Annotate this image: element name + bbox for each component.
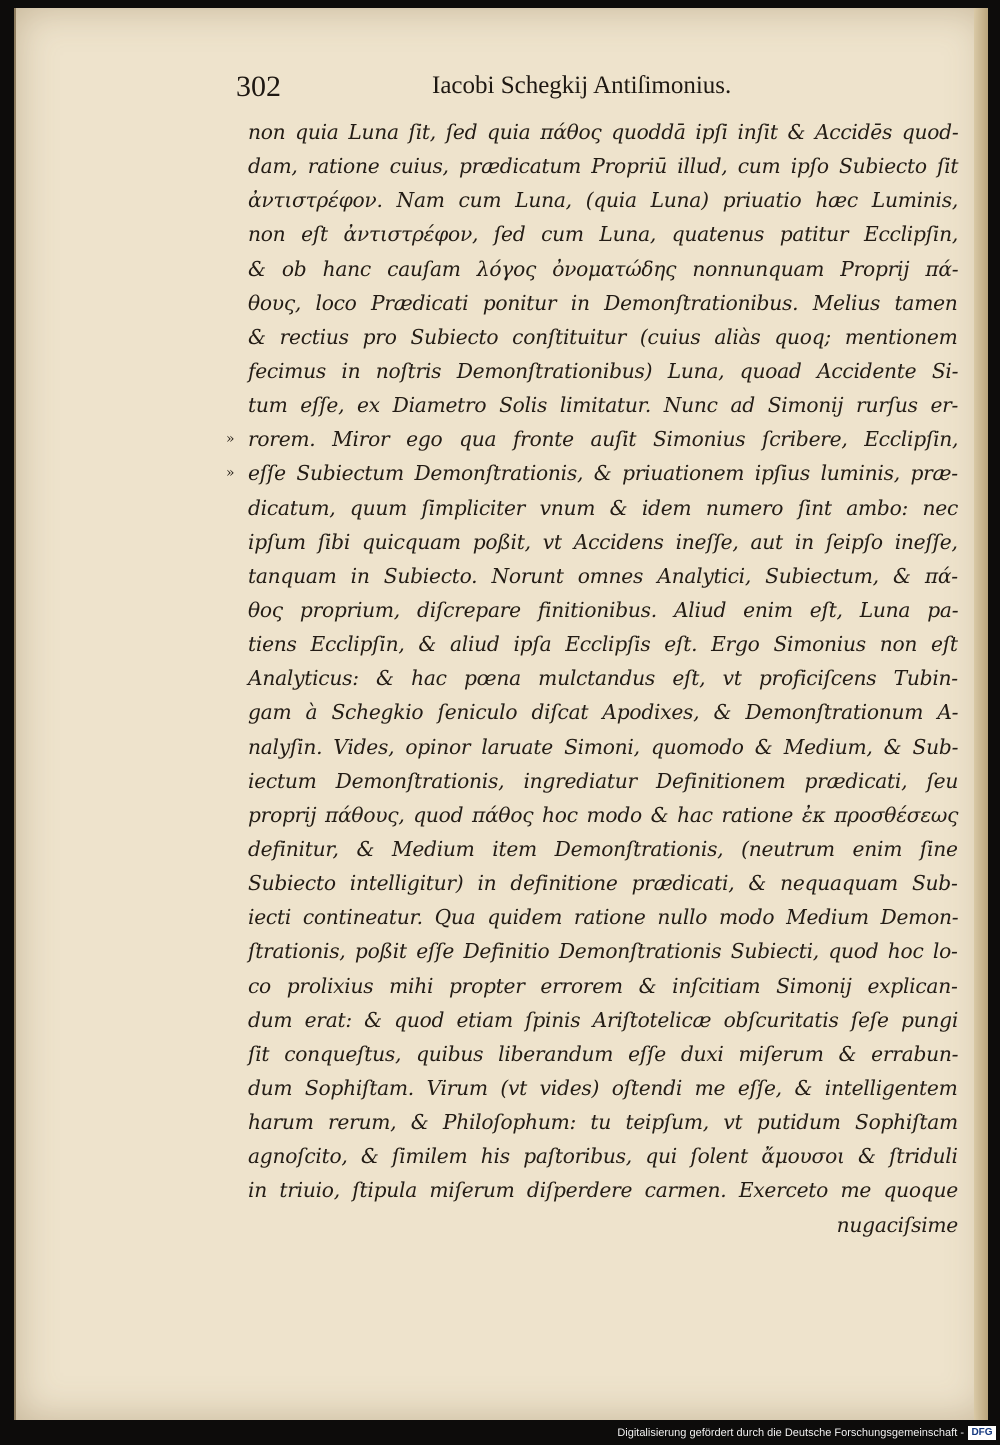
text-line: Subiecto intelligitur) in definitione prædicati, & nequaquam Sub-: [248, 871, 958, 896]
text-line: dam, ratione cuius, prædicatum Propriū illud, cum ipſo Subiecto ſit: [248, 154, 959, 179]
text-line: tum eſſe, ex Diametro Solis limitatur. Nunc ad Simonij rurſus er-: [248, 393, 959, 418]
quotation-mark-marginal: »: [226, 465, 235, 482]
page-fore-edge: [974, 8, 988, 1420]
text-line: dum erat: & quod etiam ſpinis Ariſtotelicæ obſcuritatis ſeſe pungi: [248, 1007, 959, 1032]
text-line: θους, loco Prædicati ponitur in Demonſtrationibus. Melius tamen: [248, 290, 958, 315]
text-line: tiens Ecclipſin, & aliud ipſa Ecclipſis eſt. Ergo Simonius non eſt: [248, 632, 958, 657]
text-line: gam à Schegkio ſeniculo diſcat Apodixes, & Demonſtrationum A-: [248, 700, 959, 725]
page-number: 302: [236, 70, 281, 103]
text-line: & rectius pro Subiecto conſtituitur (cuius aliàs quoq; mentionem: [248, 324, 958, 349]
quotation-mark-marginal: »: [226, 431, 235, 448]
text-line: nalyſin. Vides, opinor laruate Simoni, quomodo & Medium, & Sub-: [248, 734, 959, 759]
text-line: definitur, & Medium item Demonſtrationis, (neutrum enim ſine: [248, 836, 958, 861]
text-line: non eſt ἀντιστρέφον, ſed cum Luna, quatenus patitur Ecclipſin,: [248, 222, 958, 247]
text-line: non quia Luna ſit, ſed quia πάθος quoddā ipſi inſit & Accidēs quod-: [248, 120, 959, 144]
page-header: [236, 70, 956, 106]
text-line: & ob hanc cauſam λόγος ὀνοματώδης nonnunquam Proprij πά-: [248, 256, 959, 281]
text-line: » eſſe Subiectum Demonſtrationis, & priuationem ipſius luminis, præ-: [248, 456, 958, 490]
catchword: nugaciſsime: [836, 1212, 958, 1237]
text-line: fecimus in noſtris Demonſtrationibus) Luna, quoad Accidente Si-: [248, 358, 959, 383]
text-line: iecti contineatur. Qua quidem ratione nullo modo Medium Demon-: [248, 905, 959, 930]
text-line: co prolixius mihi propter errorem & inſcitiam Simonij explican-: [248, 973, 958, 998]
text-line: tanquam in Subiecto. Norunt omnes Analytici, Subiectum, & πά-: [248, 563, 958, 588]
running-title: Iacobi Schegkij Antiſimonius.: [432, 72, 732, 99]
text-line: agnoſcito, & ſimilem his paſtoribus, qui ſolent ἄμουσοι & ſtriduli: [248, 1144, 958, 1169]
digitization-credit: Digitalisierung gefördert durch die Deutsche Forschungsgemeinschaft -: [617, 1427, 964, 1439]
text-line: » rorem. Miror ego qua fronte auſit Simonius ſcribere, Ecclipſin,: [248, 422, 958, 456]
text-line: iectum Demonſtrationis, ingrediatur Definitionem prædicati, ſeu: [248, 768, 959, 793]
text-line: proprij πάθους, quod πάθος hoc modo & hac ratione ἐκ προσθέσεως: [248, 802, 959, 827]
text-line: dum Sophiſtam. Virum (vt vides) oſtendi me eſſe, & intelligentem: [248, 1075, 958, 1100]
text-line: ἀντιστρέφον. Nam cum Luna, (quia Luna) priuatio hæc Luminis,: [248, 188, 959, 213]
text-line: ipſum ſibi quicquam poßit, vt Accidens ineſſe, aut in ſeipſo ineſſe,: [248, 529, 958, 554]
body-text: [226, 115, 959, 1242]
text-line: in triuio, ſtipula miſerum diſperdere carmen. Exerceto me quoque: [248, 1178, 958, 1203]
dfg-logo-icon: DFG: [968, 1426, 996, 1440]
text-line: θος proprium, diſcrepare finitionibus. Aliud enim eſt, Luna pa-: [248, 597, 959, 622]
text-line: dicatum, quum ſimpliciter vnum & idem numero ſint ambo: nec: [248, 495, 959, 520]
text-line: ſtrationis, poßit eſſe Definitio Demonſtrationis Subiecti, quod hoc lo-: [248, 939, 958, 964]
text-line: ſit conqueſtus, quibus liberandum eſſe duxi miſerum & errabun-: [248, 1041, 959, 1066]
text-line: harum rerum, & Philoſophum: tu teipſum, vt putidum Sophiſtam: [248, 1110, 958, 1135]
text-line: Analyticus: & hac pœna mulctandus eſt, vt proficiſcens Tubin-: [248, 666, 958, 691]
